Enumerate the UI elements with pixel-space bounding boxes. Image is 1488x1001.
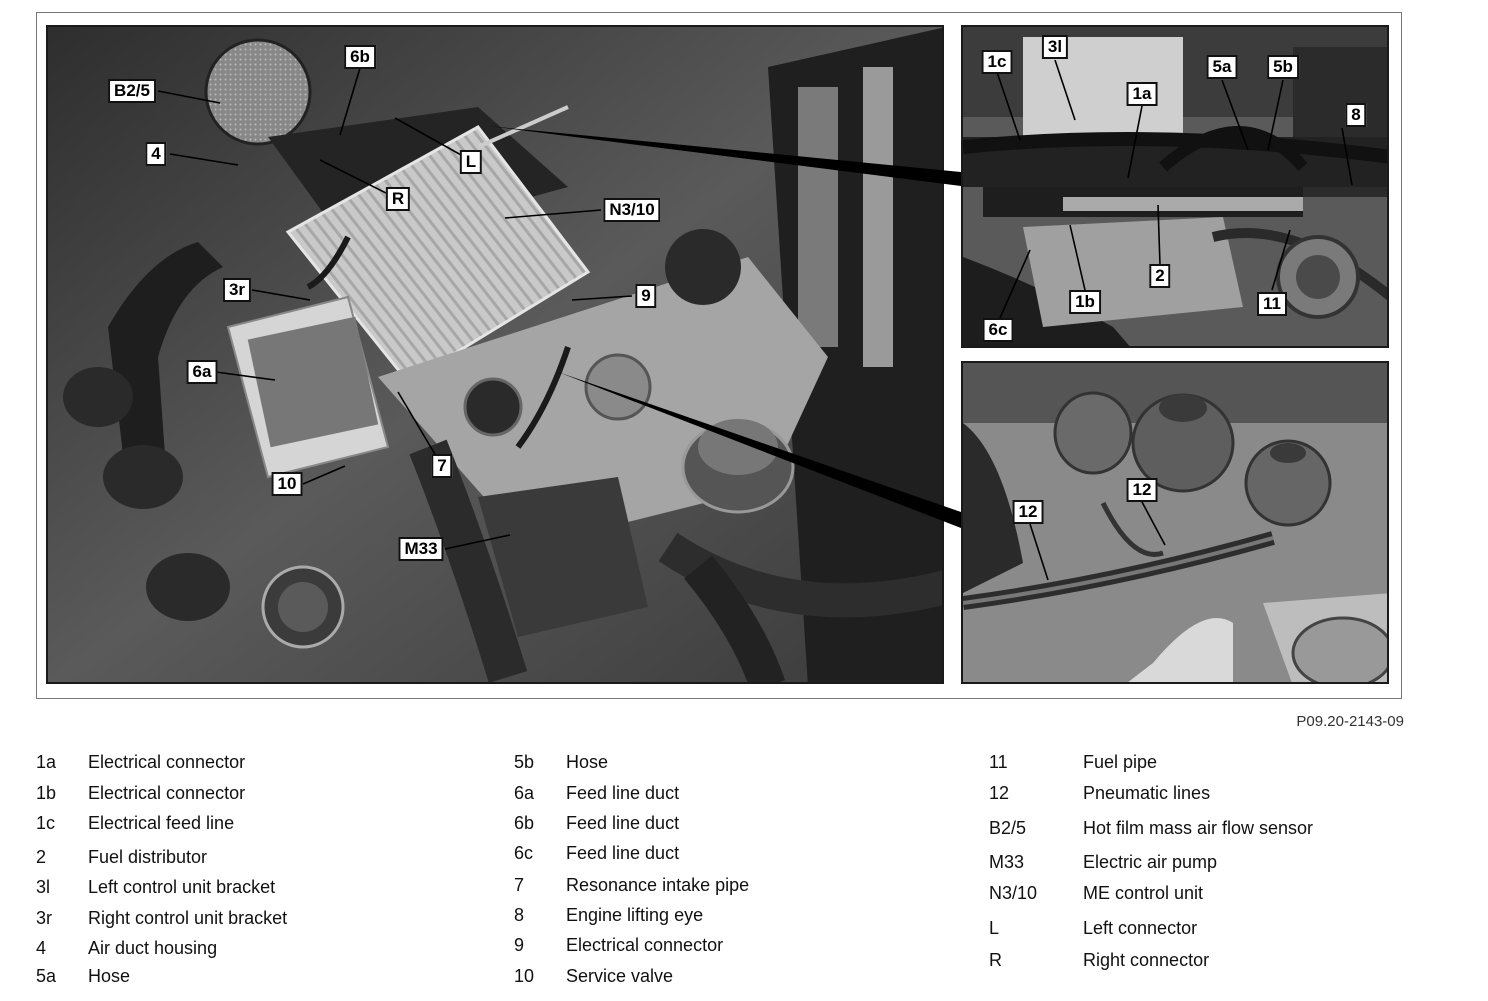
legend-code: 10: [514, 966, 535, 986]
callout-4: 4: [145, 142, 166, 166]
legend-desc: Right control unit bracket: [88, 908, 288, 928]
figure-id: P09.20-2143-09: [1296, 713, 1404, 730]
zoom-wedge-bottom: [558, 372, 961, 528]
legend-code: 1a: [36, 752, 57, 772]
callout-l: L: [460, 150, 482, 174]
legend-code: 2: [36, 847, 47, 867]
callout-2: 2: [1149, 264, 1170, 288]
callout-9: 9: [635, 284, 656, 308]
legend-code: 6a: [514, 783, 535, 803]
legend-code: B2/5: [989, 818, 1027, 838]
callout-1c: 1c: [982, 50, 1013, 74]
legend-code: 5b: [514, 752, 535, 772]
legend-code: 11: [989, 752, 1008, 772]
callout-5b: 5b: [1267, 55, 1299, 79]
legend-desc: Left connector: [1083, 918, 1198, 938]
legend-desc: Feed line duct: [566, 843, 680, 863]
legend-code: 8: [514, 905, 525, 925]
callout-5a: 5a: [1207, 55, 1238, 79]
callout-12-left: 12: [1013, 500, 1044, 524]
legend-code: 5a: [36, 966, 57, 986]
legend-desc: Hot film mass air flow sensor: [1083, 818, 1314, 838]
legend-code: 7: [514, 875, 525, 895]
callout-b2-5: B2/5: [108, 79, 156, 103]
callout-6c: 6c: [983, 318, 1014, 342]
zoom-wedge-top: [488, 126, 961, 186]
legend-desc: Air duct housing: [88, 938, 218, 958]
legend-code: R: [989, 950, 1002, 970]
legend-desc: Electrical connector: [88, 783, 246, 803]
legend-code: 9: [514, 935, 525, 955]
legend-desc: Feed line duct: [566, 813, 680, 833]
legend-code: 12: [989, 783, 1010, 803]
legend-code: 1b: [36, 783, 57, 803]
legend-desc: Fuel pipe: [1083, 752, 1158, 772]
legend-code: 6b: [514, 813, 535, 833]
callout-12-right: 12: [1127, 478, 1158, 502]
callout-1b: 1b: [1069, 290, 1101, 314]
legend-desc: ME control unit: [1083, 883, 1204, 903]
legend-desc: Hose: [566, 752, 609, 772]
legend-desc: Left control unit bracket: [88, 877, 276, 897]
callout-7: 7: [431, 454, 452, 478]
legend-desc: Electric air pump: [1083, 852, 1218, 872]
legend-code: 1c: [36, 813, 56, 833]
callout-6a: 6a: [187, 360, 218, 384]
legend-code: 6c: [514, 843, 534, 863]
legend-code: N3/10: [989, 883, 1038, 903]
legend-desc: Engine lifting eye: [566, 905, 704, 925]
legend-desc: Service valve: [566, 966, 674, 986]
legend-code: L: [989, 918, 1000, 938]
callout-1a: 1a: [1127, 82, 1158, 106]
legend-desc: Electrical feed line: [88, 813, 235, 833]
callout-3r: 3r: [223, 278, 251, 302]
legend-desc: Pneumatic lines: [1083, 783, 1211, 803]
legend-desc: Feed line duct: [566, 783, 680, 803]
callout-n3-10: N3/10: [603, 198, 660, 222]
legend-code: 3l: [36, 877, 51, 897]
callout-6b: 6b: [344, 45, 376, 69]
callout-3l: 3l: [1042, 35, 1068, 59]
legend-desc: Fuel distributor: [88, 847, 208, 867]
legend-code: 3r: [36, 908, 53, 928]
callout-11: 11: [1257, 292, 1287, 316]
legend-desc: Right connector: [1083, 950, 1210, 970]
legend-code: 4: [36, 938, 47, 958]
legend-code: M33: [989, 852, 1025, 872]
legend-desc: Hose: [88, 966, 131, 986]
callout-r: R: [386, 187, 410, 211]
callout-8: 8: [1345, 103, 1366, 127]
callout-m33: M33: [398, 537, 443, 561]
legend-desc: Electrical connector: [566, 935, 724, 955]
legend-desc: Resonance intake pipe: [566, 875, 750, 895]
legend-desc: Electrical connector: [88, 752, 246, 772]
callout-10: 10: [272, 472, 303, 496]
